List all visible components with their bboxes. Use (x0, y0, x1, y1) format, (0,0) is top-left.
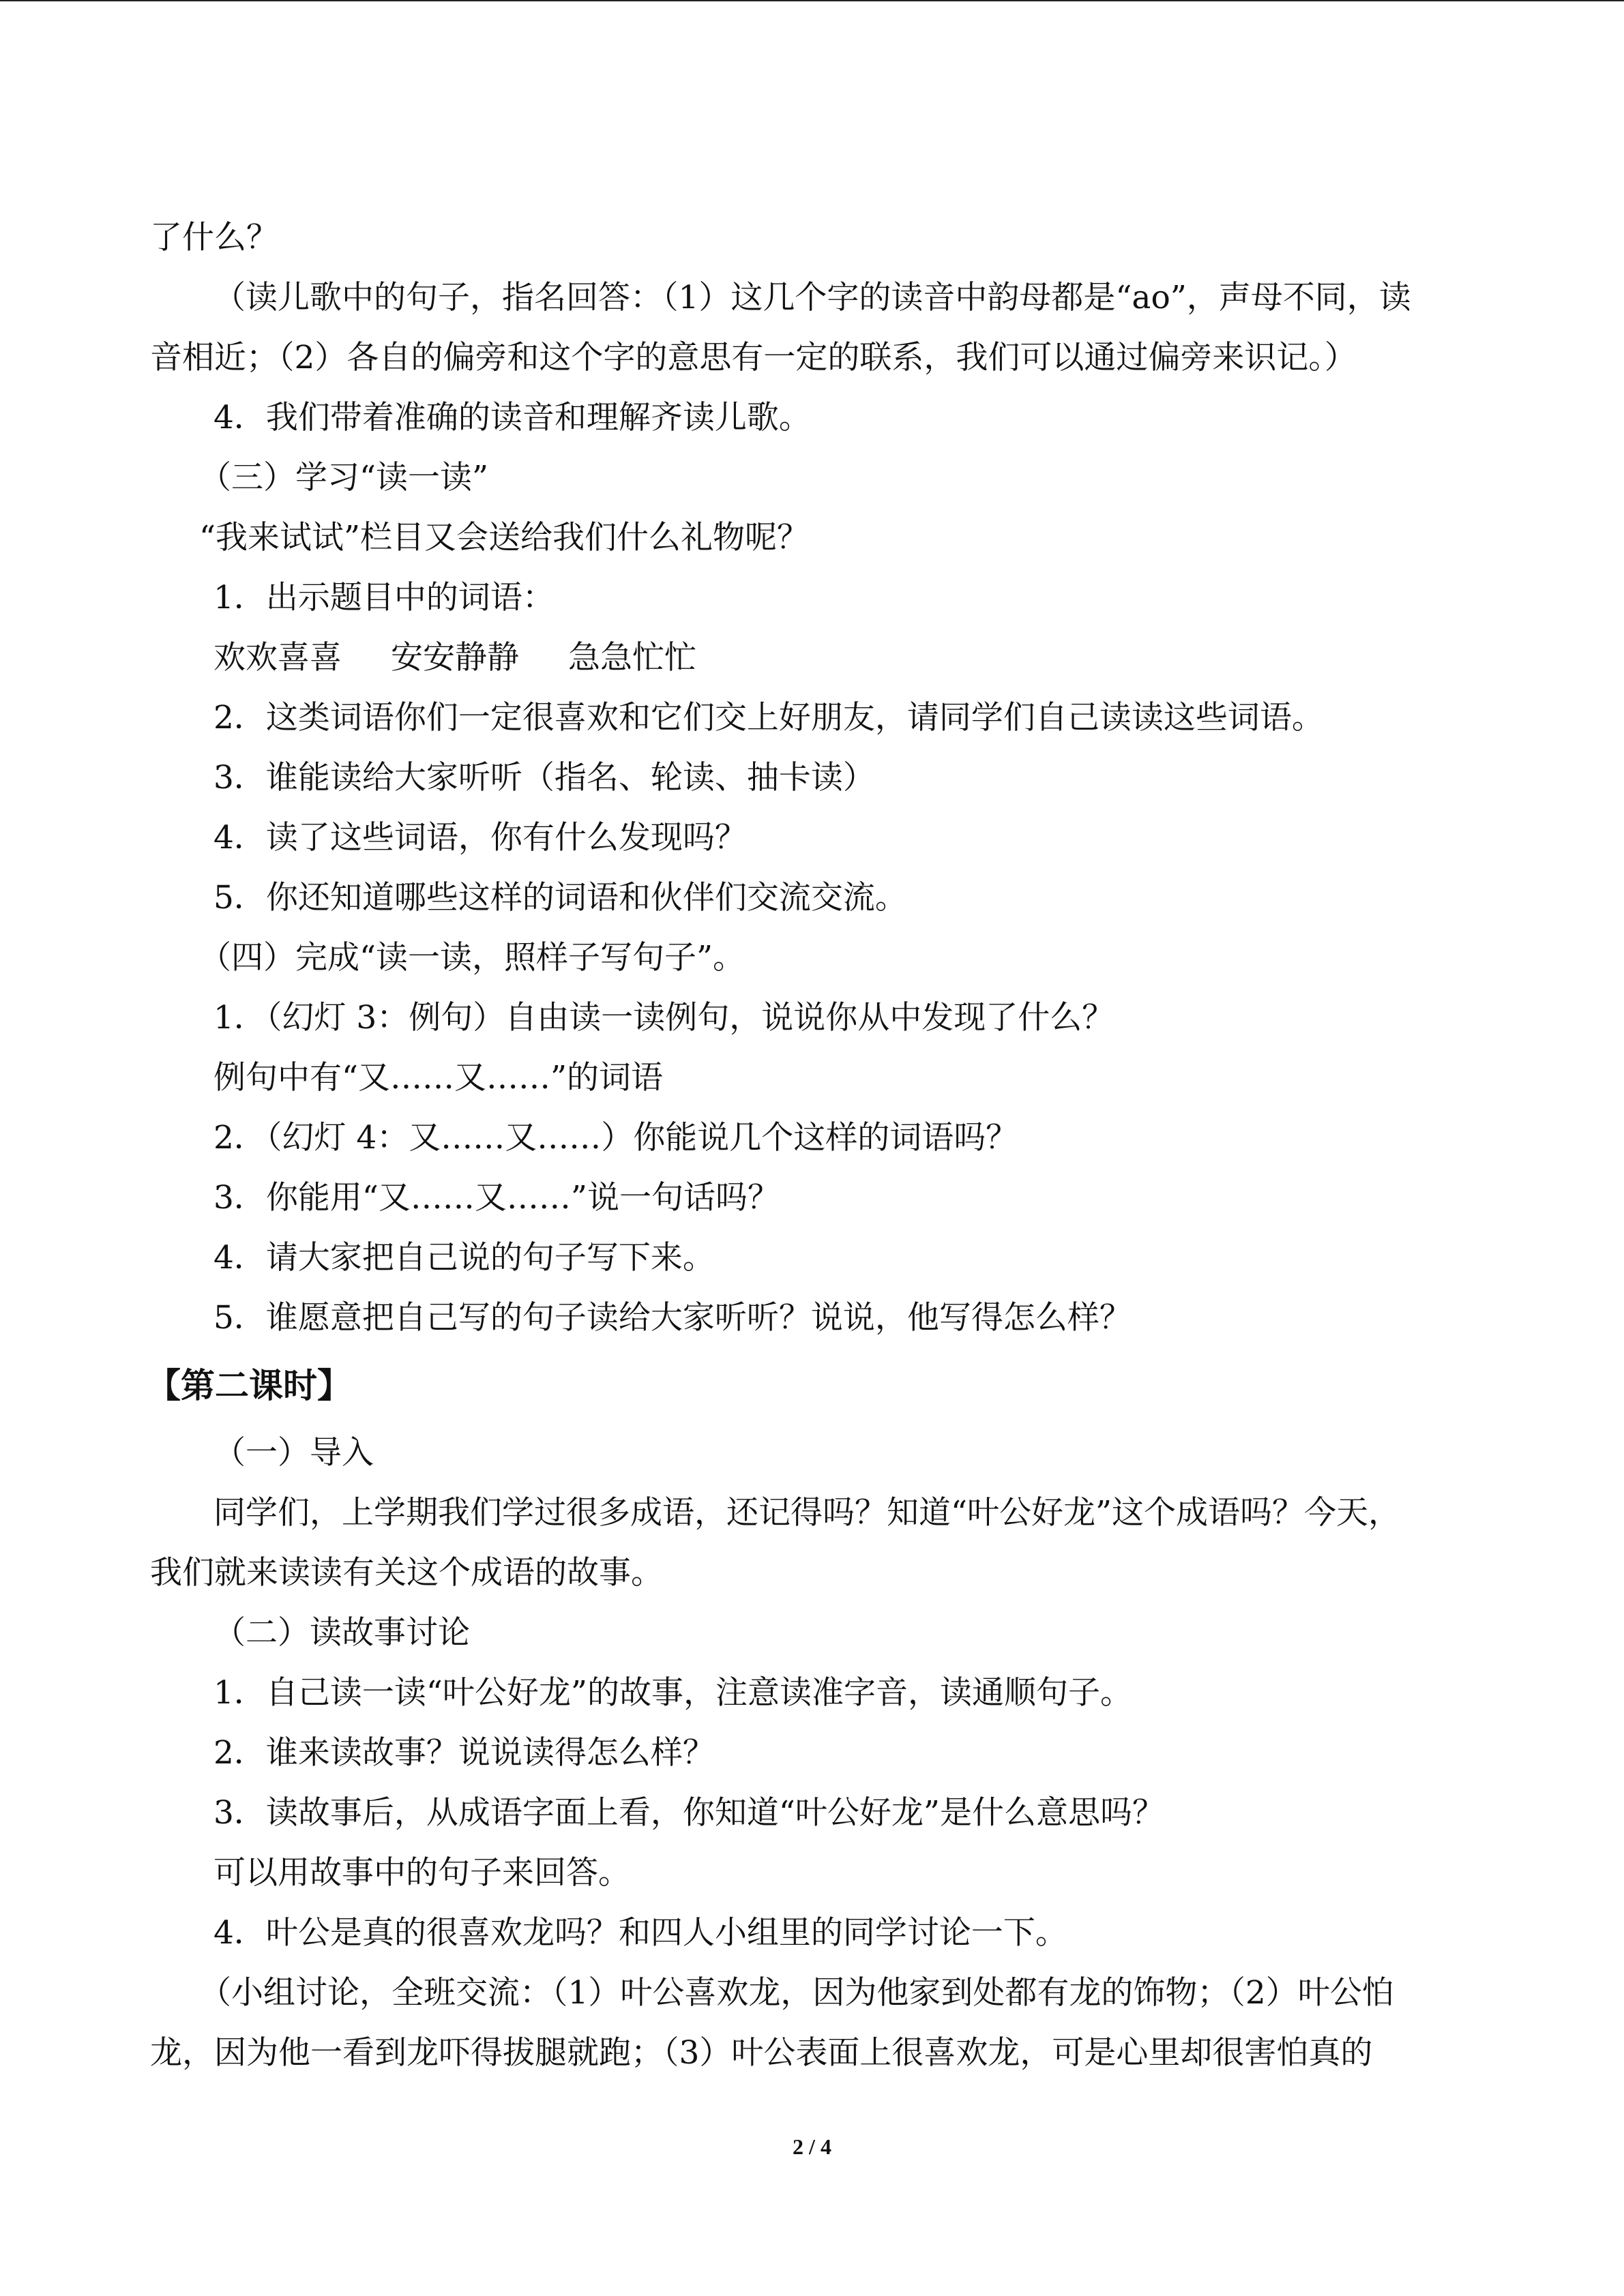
paragraph-line: （小组讨论，全班交流：（1）叶公喜欢龙，因为他家到处都有龙的饰物；（2）叶公怕 (199, 1974, 1394, 2012)
word-item: 欢欢喜喜 (213, 639, 342, 676)
paragraph-line: 4．我们带着准确的读音和理解齐读儿歌。 (213, 399, 811, 436)
paragraph-line: 4．叶公是真的很喜欢龙吗？和四人小组里的同学讨论一下。 (213, 1914, 1067, 1952)
paragraph-line: 5．谁愿意把自己写的句子读给大家听听？说说，他写得怎么样？ (213, 1299, 1132, 1337)
paragraph-line: “我来试试”栏目又会送给我们什么礼物呢？ (199, 519, 810, 556)
paragraph-line: 了什么？ (150, 219, 278, 256)
subsection-title: （四）完成“读一读，照样子写句子”。 (199, 939, 745, 976)
paragraph-line: 3．读故事后，从成语字面上看，你知道“叶公好龙”是什么意思吗？ (213, 1794, 1164, 1832)
paragraph-line: 我们就来读读有关这个成语的故事。 (150, 1554, 663, 1592)
word-item: 安安静静 (391, 639, 519, 676)
subsection-title: （一）导入 (213, 1434, 374, 1472)
paragraph-line: 4．读了这些词语，你有什么发现吗？ (213, 819, 747, 856)
paragraph-line: 2．（幻灯 4：又……又……）你能说几个这样的词语吗？ (213, 1119, 1018, 1157)
document-body (147, 208, 1460, 2083)
word-item: 急急忙忙 (568, 639, 696, 676)
paragraph-line: 1．出示题目中的词语： (213, 579, 555, 616)
paragraph-line: 1．（幻灯 3：例句）自由读一读例句，说说你从中发现了什么？ (213, 999, 1114, 1037)
word-list (150, 628, 1460, 688)
subsection-title: （二）读故事讨论 (213, 1614, 470, 1652)
paragraph-line: 可以用故事中的句子来回答。 (213, 1854, 630, 1892)
paragraph-line: 同学们，上学期我们学过很多成语，还记得吗？知道“叶公好龙”这个成语吗？今天， (213, 1494, 1401, 1532)
paragraph-line: 4．请大家把自己说的句子写下来。 (213, 1239, 715, 1277)
section-heading: 【第二课时】 (147, 1366, 351, 1405)
paragraph-line: 2．这类词语你们一定很喜欢和它们交上好朋友，请同学们自己读读这些词语。 (213, 699, 1324, 736)
paragraph-line: 龙，因为他一看到龙吓得拔腿就跑；（3）叶公表面上很喜欢龙，可是心里却很害怕真的 (150, 2034, 1373, 2072)
paragraph-line: 5．你还知道哪些这样的词语和伙伴们交流交流。 (213, 879, 907, 916)
subsection-title: （三）学习“读一读” (199, 459, 489, 496)
top-rule (0, 0, 1624, 1)
paragraph-line: （读儿歌中的句子，指名回答：（1）这几个字的读音中韵母都是“ao”，声母不同，读 (213, 279, 1411, 316)
paragraph-line: 2．谁来读故事？说说读得怎么样？ (213, 1734, 715, 1772)
paragraph-line: 3．谁能读给大家听听（指名、轮读、抽卡读） (213, 759, 875, 796)
paragraph-line: 音相近；（2）各自的偏旁和这个字的意思有一定的联系，我们可以通过偏旁来识记。） (150, 339, 1357, 376)
paragraph-line: 例句中有“又……又……”的词语 (213, 1059, 664, 1097)
paragraph-line: 1．自己读一读“叶公好龙”的故事，注意读准字音，读通顺句子。 (213, 1674, 1132, 1712)
page-number: 2 / 4 (793, 2134, 831, 2159)
paragraph-line: 3．你能用“又……又……”说一句话吗？ (213, 1179, 780, 1217)
